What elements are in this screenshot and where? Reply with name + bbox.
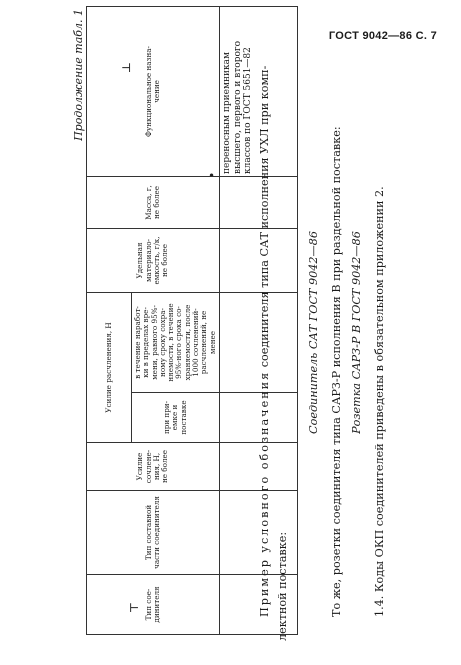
header-separation-during-life: в течение наработ- ки в пределах вре- мени, равного 95%- ному сроку сохра- няемости, в течение 95%-ного срока со- храняемости, после 1000 сочленений- расчленений, не менее bbox=[132, 292, 220, 392]
example-socket-line: Розетка САРЗ-Р В ГОСТ 9042—86 bbox=[350, 231, 363, 434]
binding-mark-dot: • bbox=[208, 169, 216, 183]
header-mass: Масса, г, не более bbox=[87, 176, 220, 228]
cell-function: переносным приемникам высшего, первого и второго классов по ГОСТ 5651—82 bbox=[219, 6, 297, 176]
header-part-type: Тип составной части соединителя bbox=[87, 491, 220, 575]
header-type: Тип сое- динителя bbox=[87, 575, 220, 635]
header-separation-on-delivery: при при- емке и поставке bbox=[132, 393, 220, 443]
okp-note: 1.4. Коды ОКП соединителей приведены в обязательном приложении 2. bbox=[373, 186, 386, 617]
example-connector-line: Соединитель САТ ГОСТ 9042—86 bbox=[307, 231, 320, 434]
table-continuation-title: Продолжение табл. 1 bbox=[72, 9, 85, 141]
page-header: ГОСТ 9042—86 С. 7 bbox=[328, 30, 437, 42]
header-separation-force: Усилие расчленения, Н bbox=[87, 292, 132, 442]
example-socket-intro: То же, розетки соединителя типа САРЗ-Р исполнения В при раздельной поставке: bbox=[330, 126, 343, 617]
example-intro-line2: лектной поставке: bbox=[276, 531, 289, 641]
header-function: Функциональное назна- чение bbox=[87, 6, 220, 176]
example-intro-rest: соединителя типа САТ исполнения УХЛ при комп- bbox=[258, 65, 271, 368]
binding-mark-right: ⊢ bbox=[129, 601, 140, 615]
example-intro-spaced: Пример условного обозначения bbox=[258, 370, 271, 617]
header-specific-mass: Удельная материало- емкость, г/к, не более bbox=[87, 228, 220, 292]
header-coupling-force: Усилие сочлене- ния, Н, не более bbox=[87, 443, 220, 491]
example-intro bbox=[258, 66, 271, 617]
binding-mark-left: ⊣ bbox=[121, 61, 132, 75]
